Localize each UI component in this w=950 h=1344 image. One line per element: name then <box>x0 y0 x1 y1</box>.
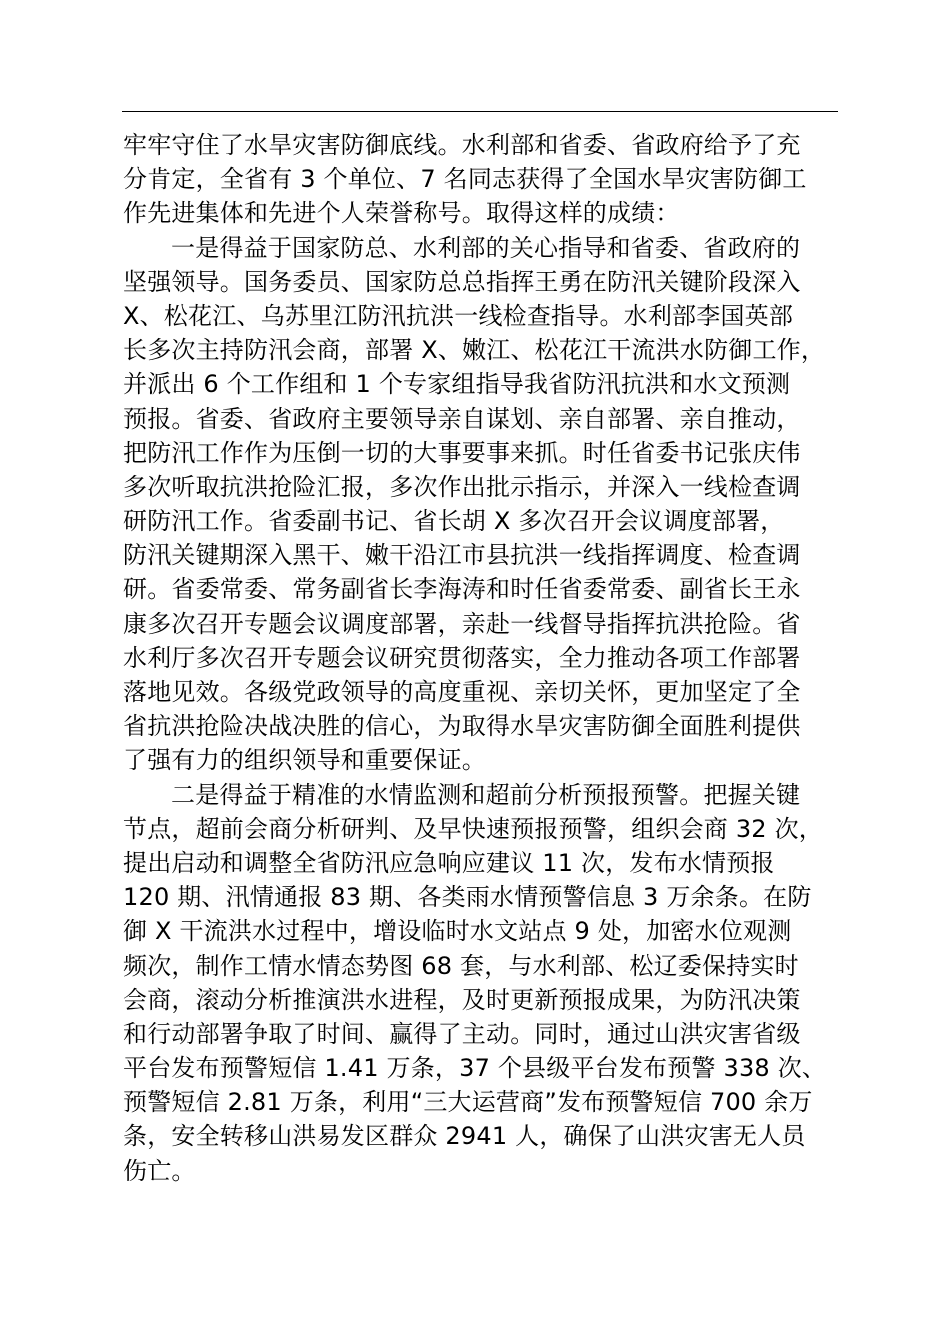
text-line: 平台发布预警短信 1.41 万条，37 个县级平台发布预警 338 次、 <box>123 1054 827 1083</box>
text-line: 水利厅多次召开专题会议研究贯彻落实，全力推动各项工作部署 <box>123 643 801 672</box>
text-line: 研防汛工作。省委副书记、省长胡 X 多次召开会议调度部署， <box>123 507 785 536</box>
text-line: 作先进集体和先进个人荣誉称号。取得这样的成绩： <box>123 199 680 228</box>
text-line: 分肯定，全省有 3 个单位、7 名同志获得了全国水旱灾害防御工 <box>123 165 807 194</box>
text-line: 伤亡。 <box>123 1156 196 1185</box>
text-line: 御 X 干流洪水过程中，增设临时水文站点 9 处，加密水位观测 <box>123 917 792 946</box>
header-rule <box>122 111 838 112</box>
text-line: 提出启动和调整全省防汛应急响应建议 11 次，发布水情预报 <box>123 848 775 877</box>
paragraph-first-line: 二是得益于精准的水情监测和超前分析预报预警。把握关键 <box>171 780 801 809</box>
text-line: 多次听取抗洪抢险汇报，多次作出批示指示，并深入一线检查调 <box>123 472 801 501</box>
text-line: 坚强领导。国务委员、国家防总总指挥王勇在防汛关键阶段深入 <box>123 267 801 296</box>
text-line: 预警短信 2.81 万条，利用“三大运营商”发布预警短信 700 余万 <box>123 1088 813 1117</box>
body-text <box>123 128 883 1188</box>
text-line: 并派出 6 个工作组和 1 个专家组指导我省防汛抗洪和水文预测 <box>123 370 791 399</box>
text-line: 条，安全转移山洪易发区群众 2941 人，确保了山洪灾害无人员 <box>123 1122 806 1151</box>
text-line: 落地见效。各级党政领导的高度重视、亲切关怀，更加坚定了全 <box>123 678 801 706</box>
text-line: 预报。省委、省政府主要领导亲自谋划、亲自部署、亲自推动， <box>123 404 801 433</box>
text-line: 康多次召开专题会议调度部署，亲赴一线督导指挥抗洪抢险。省 <box>123 609 801 638</box>
text-line: 牢牢守住了水旱灾害防御底线。水利部和省委、省政府给予了充 <box>123 131 801 159</box>
text-line: 把防汛工作作为压倒一切的大事要事来抓。时任省委书记张庆伟 <box>123 438 801 467</box>
text-line: 研。省委常委、常务副省长李海涛和时任省委常委、副省长王永 <box>123 575 801 604</box>
text-line: 120 期、汛情通报 83 期、各类雨水情预警信息 3 万余条。在防 <box>123 883 812 912</box>
text-line: 省抗洪抢险决战决胜的信心，为取得水旱灾害防御全面胜利提供 <box>123 712 801 741</box>
text-line: 频次，制作工情水情态势图 68 套，与水利部、松辽委保持实时 <box>123 951 799 980</box>
text-line: 长多次主持防汛会商，部署 X、嫩江、松花江干流洪水防御工作， <box>123 336 826 365</box>
text-line: 和行动部署争取了时间、赢得了主动。同时，通过山洪灾害省级 <box>123 1019 801 1048</box>
text-line: 会商，滚动分析推演洪水进程，及时更新预报成果，为防汛决策 <box>123 985 801 1014</box>
paragraph-first-line: 一是得益于国家防总、水利部的关心指导和省委、省政府的 <box>171 233 801 262</box>
text-line: 节点，超前会商分析研判、及早快速预报预警，组织会商 32 次， <box>123 814 823 843</box>
text-line: X、松花江、乌苏里江防汛抗洪一线检查指导。水利部李国英部 <box>123 301 794 330</box>
text-line: 防汛关键期深入黑干、嫩干沿江市县抗洪一线指挥调度、检查调 <box>123 541 801 570</box>
text-line: 了强有力的组织领导和重要保证。 <box>123 746 486 775</box>
